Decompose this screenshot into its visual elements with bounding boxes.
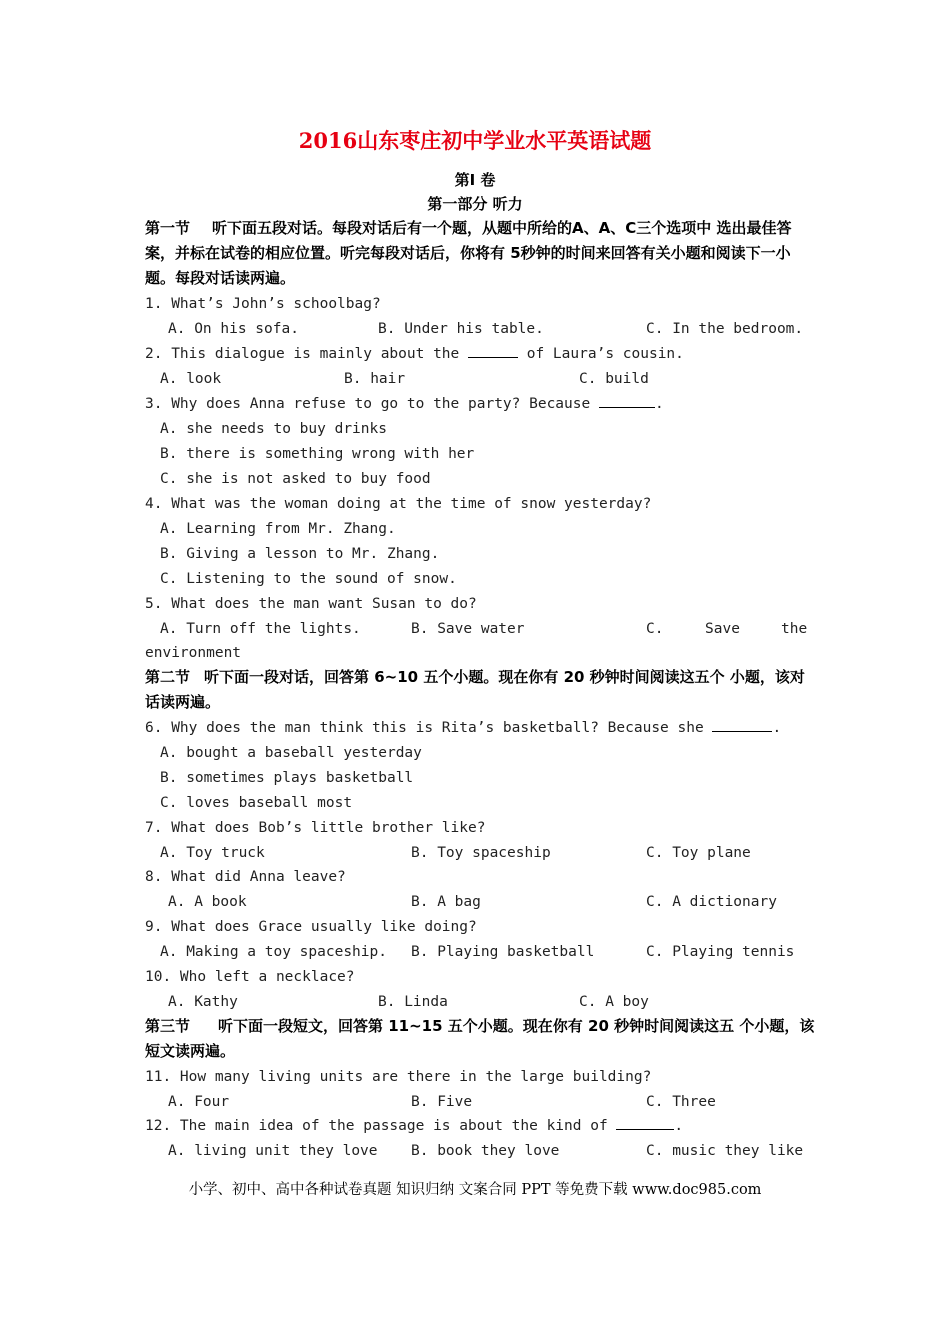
question-8-option-a: A. A book [168, 894, 247, 910]
question-6-option-c: C. loves baseball most [160, 795, 353, 811]
question-3-stem: 3. Why does Anna refuse to go to the party? Because . [145, 392, 664, 416]
section-1-instructions [145, 216, 815, 291]
part-heading: 第一部分 听力 [427, 195, 523, 213]
question-11-option-b: B. Five [411, 1094, 473, 1110]
question-4-option-b: B. Giving a lesson to Mr. Zhang. [160, 546, 440, 562]
question-2-option-c: C. build [579, 371, 649, 387]
question-3-option-c: C. she is not asked to buy food [160, 471, 431, 487]
section-3-text: 听下面一段短文，回答第 11~15 五个小题。现在你有 20 秒钟时间阅读这五 个小题，该短文读两遍。 [145, 1017, 815, 1060]
question-4-option-c: C. Listening to the sound of snow. [160, 571, 457, 587]
question-8-option-b: B. A bag [411, 894, 481, 910]
question-2-stem: 2. This dialogue is mainly about the of Laura’s cousin. [145, 342, 684, 366]
question-8-option-c: C. A dictionary [646, 894, 777, 910]
question-7-option-c: C. Toy plane [646, 845, 751, 861]
question-5-option-c-letter: C. [646, 621, 664, 637]
question-12-option-b: B. book they love [411, 1143, 560, 1159]
question-9-option-b: B. Playing basketball [411, 944, 595, 960]
volume-heading: 第I 卷 [454, 171, 496, 189]
question-1-option-c: C. In the bedroom. [646, 321, 804, 337]
section-1-label: 第一节 [145, 219, 191, 237]
section-2-text: 听下面一段对话，回答第 6~10 五个小题。现在你有 20 秒钟时间阅读这五个 小题，该对话读两遍。 [145, 668, 805, 711]
question-6-option-b: B. sometimes plays basketball [160, 770, 414, 786]
section-1-text: 听下面五段对话。每段对话后有一个题，从题中所给的A、A、C三个选项中 选出最佳答案，并标在试卷的相应位置。听完每段对话后，你将有 5秒钟的时间来回答有关小题和阅读下一小题。每段对话读两遍。 [145, 219, 792, 287]
question-1-stem: 1. What’s John’s schoolbag? [145, 296, 381, 312]
question-5-option-c-word3: environment [145, 645, 242, 661]
question-3-option-a: A. she needs to buy drinks [160, 421, 387, 437]
question-5-stem: 5. What does the man want Susan to do? [145, 596, 477, 612]
question-12-option-a: A. living unit they love [168, 1143, 378, 1159]
answer-blank [599, 393, 655, 408]
question-7-option-b: B. Toy spaceship [411, 845, 551, 861]
question-1-option-b: B. Under his table. [378, 321, 544, 337]
section-3-label: 第三节 [145, 1017, 191, 1035]
question-12-stem: 12. The main idea of the passage is about the kind of . [145, 1114, 683, 1138]
question-10-option-b: B. Linda [378, 994, 448, 1010]
question-3-option-b: B. there is something wrong with her [160, 446, 475, 462]
question-5-option-a: A. Turn off the lights. [160, 621, 361, 637]
answer-blank [468, 343, 518, 358]
section-3-instructions [145, 1014, 815, 1064]
question-5-option-c-word1: Save [705, 621, 740, 637]
question-2-option-b: B. hair [344, 371, 406, 387]
page-footer: 小学、初中、高中各种试卷真题 知识归纳 文案合同 PPT 等免费下载 www.doc985.com [188, 1182, 762, 1198]
question-7-option-a: A. Toy truck [160, 845, 265, 861]
question-4-stem: 4. What was the woman doing at the time of snow yesterday? [145, 496, 652, 512]
question-11-option-c: C. Three [646, 1094, 716, 1110]
page-title: 2016山东枣庄初中学业水平英语试题 [298, 128, 652, 153]
question-10-option-a: A. Kathy [168, 994, 238, 1010]
question-6-stem: 6. Why does the man think this is Rita’s basketball? Because she . [145, 716, 781, 740]
section-2-label: 第二节 [145, 668, 191, 686]
question-6-option-a: A. bought a baseball yesterday [160, 745, 422, 761]
question-7-stem: 7. What does Bob’s little brother like? [145, 820, 486, 836]
question-5-option-c-word2: the [781, 621, 808, 637]
question-5-option-b: B. Save water [411, 621, 525, 637]
question-10-option-c: C. A boy [579, 994, 649, 1010]
question-11-option-a: A. Four [168, 1094, 230, 1110]
question-9-option-c: C. Playing tennis [646, 944, 795, 960]
question-9-option-a: A. Making a toy spaceship. [160, 944, 387, 960]
question-1-option-a: A. On his sofa. [168, 321, 299, 337]
question-11-stem: 11. How many living units are there in the large building? [145, 1069, 652, 1085]
question-2-option-a: A. look [160, 371, 222, 387]
answer-blank [712, 717, 772, 732]
section-2-instructions [145, 665, 815, 715]
question-12-option-c: C. music they like [646, 1143, 804, 1159]
answer-blank [616, 1115, 674, 1130]
question-4-option-a: A. Learning from Mr. Zhang. [160, 521, 396, 537]
question-10-stem: 10. Who left a necklace? [145, 969, 355, 985]
question-8-stem: 8. What did Anna leave? [145, 869, 346, 885]
question-9-stem: 9. What does Grace usually like doing? [145, 919, 477, 935]
